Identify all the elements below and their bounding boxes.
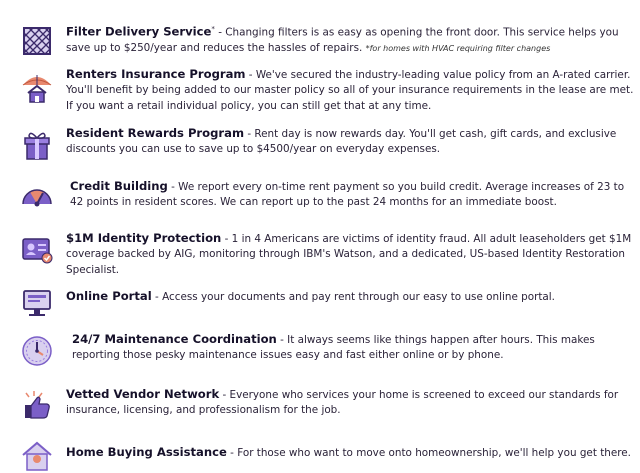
service-description: - We've secured the industry-leading value policy from an A-rated carrier. You'll benefit by being added to our master policy so all of your insurance requirements in the lease are met. If you want a retail individual policy, you can still get that at any time. [66,69,634,112]
service-text [66,22,634,56]
service-description: - Rent day is now rewards day. You'll get cash, gift cards, and exclusive discounts you can use to save up to $4500/year on everyday expenses. [66,128,617,156]
service-footnote: *for homes with HVAC requiring filter changes [365,43,551,53]
thumbs-up-icon [20,388,54,422]
service-description: - It always seems like things happen after hours. This makes reporting those pesky maintenance issues easy and fast either online or by phone. [72,334,595,362]
service-title: $1M Identity Protection [66,231,222,245]
service-title: Vetted Vendor Network [66,387,220,401]
service-title: Resident Rewards Program [66,126,245,140]
service-description: - Everyone who services your home is screened to exceed our standards for insurance, licensing, and professionalism for the job. [66,389,619,417]
home-icon [20,439,54,473]
service-description: - Access your documents and pay rent through our easy to use online portal. [151,291,555,303]
umbrella-house-icon [20,71,54,105]
service-text [66,231,634,278]
service-text [72,332,634,364]
service-description: - For those who want to move onto homeownership, we'll help you get there. [226,447,631,459]
service-text [66,445,634,461]
id-card-icon [20,233,54,267]
service-text [70,179,634,211]
service-text [66,126,634,158]
filter-icon [20,24,54,58]
title-mark: * [211,25,215,33]
service-text [66,387,634,419]
clock-icon [20,334,54,368]
service-title: 24/7 Maintenance Coordination [72,332,277,346]
monitor-icon [20,286,54,320]
service-description: - Changing filters is as easy as opening the front door. This service helps you save up to $250/year and reduces the hassles of repairs. [66,26,619,54]
gauge-icon [20,180,54,214]
service-text [66,289,634,305]
service-description: - We report every on-time rent payment so you build credit. Average increases of 23 to 42 points in resident scores. We can report up to the past 24 months for an immediate boost. [70,181,625,209]
service-title: Credit Building [70,179,168,193]
service-title: Filter Delivery Service [66,24,212,39]
service-description: - 1 in 4 Americans are victims of identity fraud. All adult leaseholders get $1M coverage backed by AIG, monitoring through IBM's Watson, and a dedicated, US-based Identity Restoration Specialist. [66,233,632,276]
service-title: Renters Insurance Program [66,67,246,81]
gift-icon [20,128,54,162]
service-text [66,67,634,114]
service-title: Online Portal [66,289,152,303]
service-title: Home Buying Assistance [66,445,227,459]
